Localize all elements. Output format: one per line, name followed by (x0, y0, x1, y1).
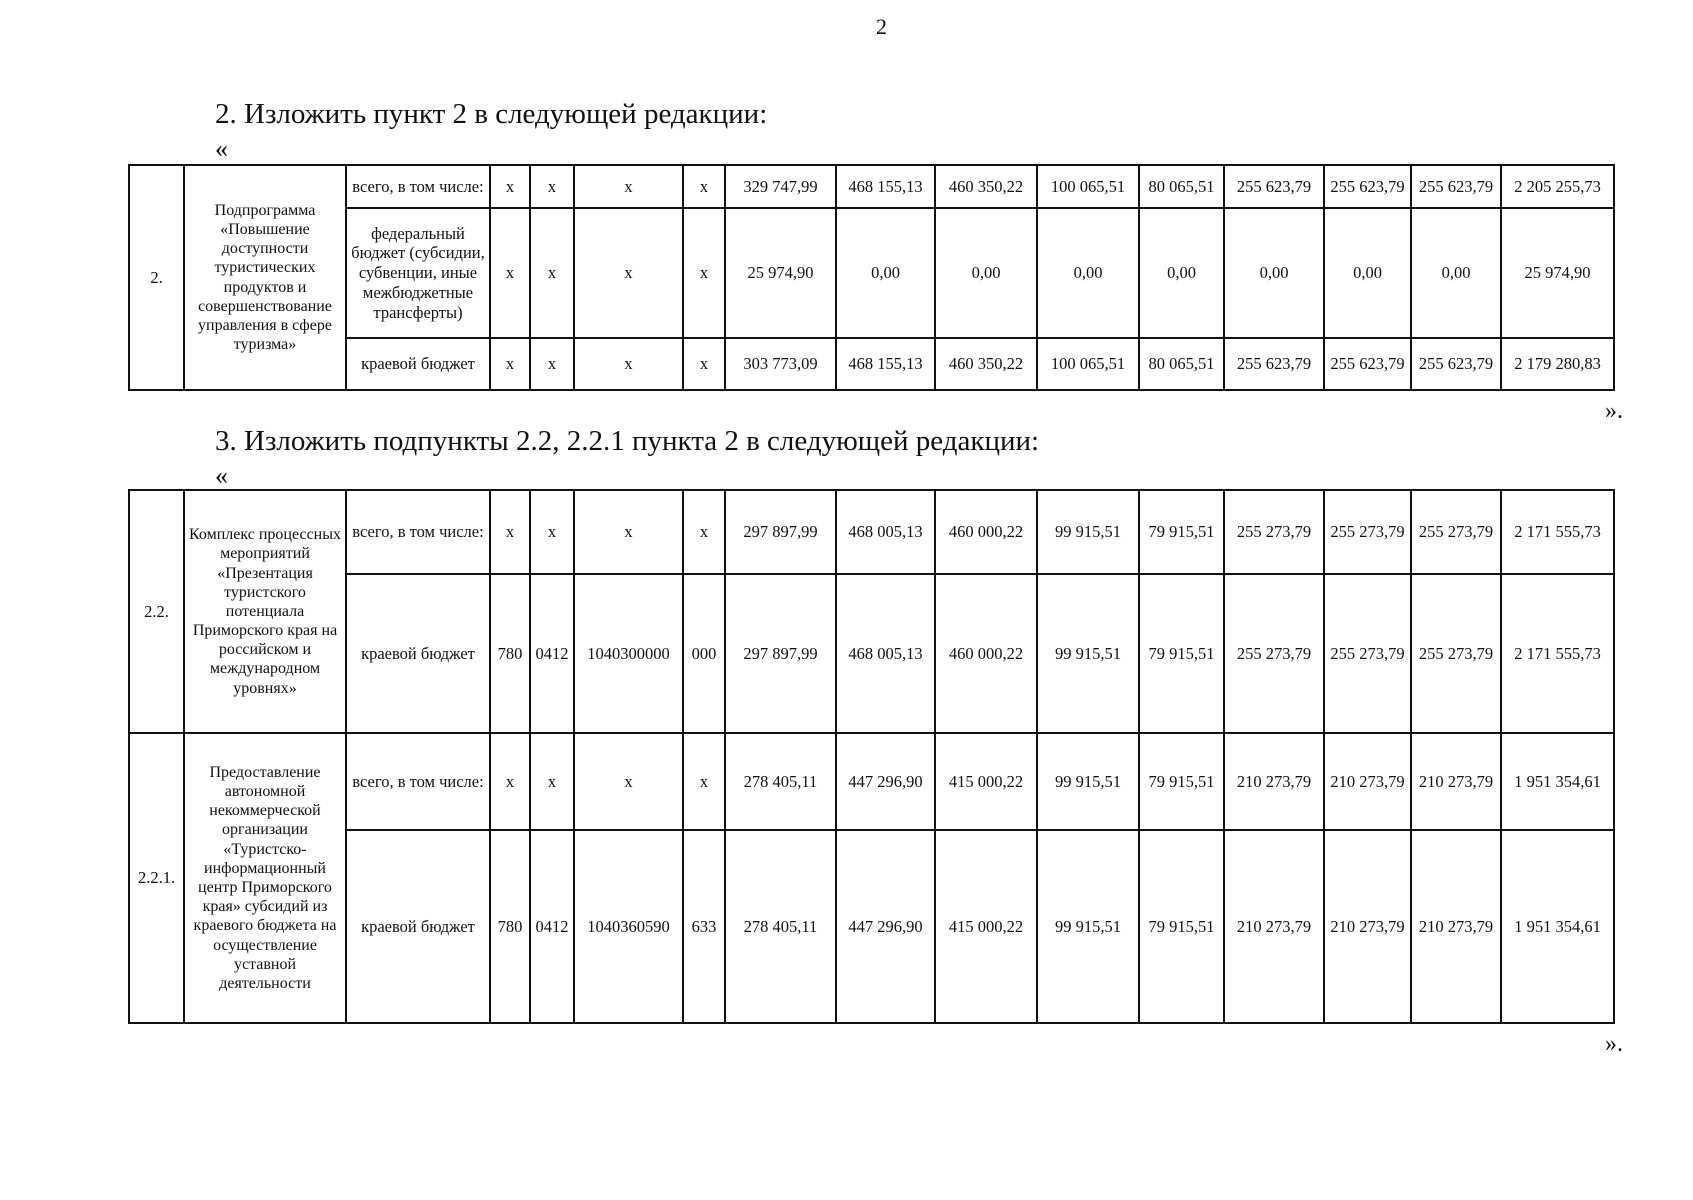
value-cell: 297 897,99 (725, 490, 836, 574)
value-cell: 255 623,79 (1324, 338, 1411, 390)
value-cell: 415 000,22 (935, 830, 1037, 1023)
value-cell: 80 065,51 (1139, 165, 1224, 208)
value-cell: 255 273,79 (1411, 490, 1501, 574)
code-cell: x (530, 208, 574, 338)
code-cell: x (530, 165, 574, 208)
value-cell: 255 273,79 (1411, 574, 1501, 733)
value-cell: 210 273,79 (1324, 830, 1411, 1023)
value-cell: 255 623,79 (1411, 338, 1501, 390)
value-cell: 460 350,22 (935, 338, 1037, 390)
funding-source: краевой бюджет (346, 830, 490, 1023)
code-cell: x (490, 490, 530, 574)
code-cell: 1040360590 (574, 830, 683, 1023)
value-cell: 0,00 (1037, 208, 1139, 338)
code-cell: x (530, 338, 574, 390)
code-cell: x (574, 733, 683, 830)
row-description: Подпрограмма «Повышение доступности туристических продуктов и совершенствование управления в сфере туризма» (184, 165, 346, 390)
value-cell: 447 296,90 (836, 733, 935, 830)
value-cell: 79 915,51 (1139, 830, 1224, 1023)
value-cell: 415 000,22 (935, 733, 1037, 830)
code-cell: x (683, 165, 725, 208)
code-cell: 0412 (530, 830, 574, 1023)
value-cell: 2 171 555,73 (1501, 490, 1614, 574)
value-cell: 255 623,79 (1224, 165, 1324, 208)
funding-source: всего, в том числе: (346, 165, 490, 208)
code-cell: x (683, 338, 725, 390)
code-cell: 1040300000 (574, 574, 683, 733)
section-3-table (128, 489, 1615, 1024)
section-3-quote-close: ». (1605, 1031, 1623, 1057)
code-cell: x (490, 165, 530, 208)
code-cell: x (683, 733, 725, 830)
value-cell: 468 155,13 (836, 165, 935, 208)
value-cell: 255 273,79 (1324, 490, 1411, 574)
section-3-heading: 3. Изложить подпункты 2.2, 2.2.1 пункта 2 в следующей редакции: (215, 425, 1040, 457)
code-cell: 780 (490, 574, 530, 733)
value-cell: 99 915,51 (1037, 830, 1139, 1023)
value-cell: 255 623,79 (1411, 165, 1501, 208)
value-cell: 468 005,13 (836, 490, 935, 574)
code-cell: x (574, 338, 683, 390)
code-cell: x (574, 208, 683, 338)
funding-source: краевой бюджет (346, 338, 490, 390)
value-cell: 210 273,79 (1224, 733, 1324, 830)
code-cell: x (530, 733, 574, 830)
code-cell: x (490, 208, 530, 338)
value-cell: 329 747,99 (725, 165, 836, 208)
row-description: Предоставление автономной некоммерческой организации «Туристско-информационный центр Приморского края» субсидий из краевого бюджета на осуществление уставной деятельности (184, 733, 346, 1023)
section-2-quote-close: ». (1605, 398, 1623, 424)
value-cell: 278 405,11 (725, 733, 836, 830)
code-cell: x (490, 338, 530, 390)
section-2-table (128, 164, 1615, 391)
code-cell: x (574, 165, 683, 208)
value-cell: 1 951 354,61 (1501, 830, 1614, 1023)
code-cell: 000 (683, 574, 725, 733)
value-cell: 0,00 (1324, 208, 1411, 338)
row-number: 2.2. (129, 490, 184, 733)
value-cell: 0,00 (1224, 208, 1324, 338)
value-cell: 255 273,79 (1224, 490, 1324, 574)
row-number: 2.2.1. (129, 733, 184, 1023)
value-cell: 210 273,79 (1224, 830, 1324, 1023)
value-cell: 0,00 (1139, 208, 1224, 338)
value-cell: 80 065,51 (1139, 338, 1224, 390)
table-row (129, 165, 1614, 208)
funding-source: федеральный бюджет (субсидии, субвенции, иные межбюджетные трансферты) (346, 208, 490, 338)
value-cell: 99 915,51 (1037, 574, 1139, 733)
value-cell: 79 915,51 (1139, 733, 1224, 830)
value-cell: 2 179 280,83 (1501, 338, 1614, 390)
value-cell: 210 273,79 (1411, 830, 1501, 1023)
value-cell: 255 273,79 (1324, 574, 1411, 733)
table-row (129, 208, 1614, 338)
value-cell: 79 915,51 (1139, 574, 1224, 733)
value-cell: 210 273,79 (1411, 733, 1501, 830)
value-cell: 100 065,51 (1037, 338, 1139, 390)
value-cell: 278 405,11 (725, 830, 836, 1023)
funding-source: всего, в том числе: (346, 733, 490, 830)
code-cell: 780 (490, 830, 530, 1023)
value-cell: 0,00 (1411, 208, 1501, 338)
value-cell: 79 915,51 (1139, 490, 1224, 574)
value-cell: 447 296,90 (836, 830, 935, 1023)
code-cell: x (490, 733, 530, 830)
value-cell: 460 350,22 (935, 165, 1037, 208)
code-cell: x (574, 490, 683, 574)
page-number: 2 (876, 14, 887, 39)
value-cell: 255 623,79 (1224, 338, 1324, 390)
table-row (129, 338, 1614, 390)
value-cell: 2 171 555,73 (1501, 574, 1614, 733)
value-cell: 460 000,22 (935, 574, 1037, 733)
value-cell: 297 897,99 (725, 574, 836, 733)
value-cell: 468 005,13 (836, 574, 935, 733)
table-row (129, 574, 1614, 733)
code-cell: 0412 (530, 574, 574, 733)
section-3-quote-open: « (215, 461, 228, 490)
value-cell: 2 205 255,73 (1501, 165, 1614, 208)
table-row (129, 733, 1614, 830)
value-cell: 100 065,51 (1037, 165, 1139, 208)
table-row (129, 490, 1614, 574)
value-cell: 255 623,79 (1324, 165, 1411, 208)
code-cell: x (683, 208, 725, 338)
value-cell: 210 273,79 (1324, 733, 1411, 830)
funding-source: краевой бюджет (346, 574, 490, 733)
value-cell: 468 155,13 (836, 338, 935, 390)
value-cell: 99 915,51 (1037, 733, 1139, 830)
code-cell: x (683, 490, 725, 574)
value-cell: 25 974,90 (1501, 208, 1614, 338)
value-cell: 303 773,09 (725, 338, 836, 390)
value-cell: 99 915,51 (1037, 490, 1139, 574)
section-2-heading: 2. Изложить пункт 2 в следующей редакции: (215, 98, 768, 130)
value-cell: 25 974,90 (725, 208, 836, 338)
row-description: Комплекс процессных мероприятий «Презентация туристского потенциала Приморского края на российском и международном уровнях» (184, 490, 346, 733)
section-2-quote-open: « (215, 134, 228, 163)
code-cell: x (530, 490, 574, 574)
row-number: 2. (129, 165, 184, 390)
value-cell: 0,00 (935, 208, 1037, 338)
value-cell: 460 000,22 (935, 490, 1037, 574)
value-cell: 1 951 354,61 (1501, 733, 1614, 830)
code-cell: 633 (683, 830, 725, 1023)
value-cell: 255 273,79 (1224, 574, 1324, 733)
table-row (129, 830, 1614, 1023)
value-cell: 0,00 (836, 208, 935, 338)
funding-source: всего, в том числе: (346, 490, 490, 574)
